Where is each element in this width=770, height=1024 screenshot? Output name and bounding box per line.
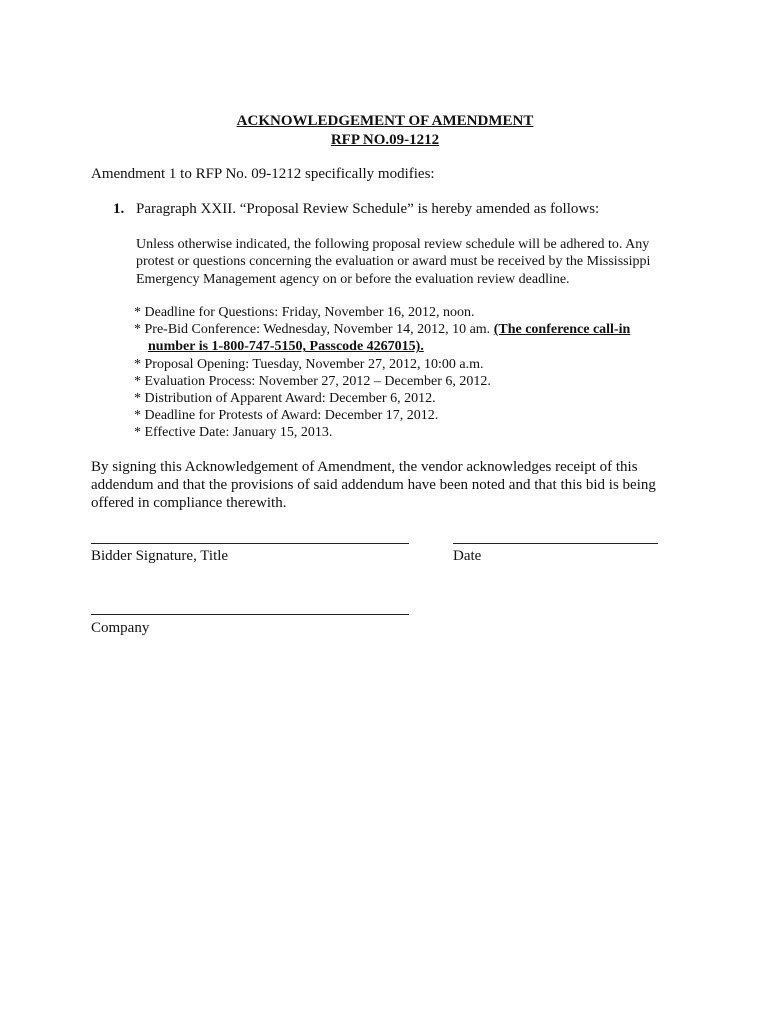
paragraph-line: Unless otherwise indicated, the following proposal review schedule will be adhered to. Any	[136, 237, 650, 252]
company-line	[91, 614, 409, 615]
company-label: Company	[91, 620, 150, 636]
schedule-item-evaluation: * Evaluation Process: November 27, 2012 – December 6, 2012.	[134, 373, 491, 389]
closing-line: addendum and that the provisions of said addendum have been noted and that this bid is being	[91, 477, 656, 493]
paragraph-line: protest or questions concerning the evaluation or award must be received by the Mississippi	[136, 254, 651, 270]
bidder-signature-line	[91, 543, 409, 544]
paragraph-line: Emergency Management agency on or before the evaluation review deadline.	[136, 271, 570, 287]
schedule-item-prebid-continued	[134, 338, 694, 355]
schedule-item-opening: * Proposal Opening: Tuesday, November 27, 2012, 10:00 a.m.	[134, 356, 484, 372]
date-label: Date	[453, 548, 482, 564]
intro-text: Amendment 1 to RFP No. 09-1212 specifically modifies:	[91, 166, 435, 182]
schedule-item-questions: * Deadline for Questions: Friday, November 16, 2012, noon.	[134, 305, 475, 320]
closing-line: offered in compliance therewith.	[91, 495, 287, 511]
date-line	[453, 543, 658, 544]
schedule-item-prebid	[134, 321, 694, 338]
document-title: ACKNOWLEDGEMENT OF AMENDMENT	[236, 113, 534, 129]
prebid-text: * Pre-Bid Conference: Wednesday, November 14, 2012, 10 am.	[134, 322, 491, 338]
prebid-call-in-note: (The conference call-in	[493, 322, 631, 338]
schedule-item-distribution: * Distribution of Apparent Award: December 6, 2012.	[134, 391, 436, 407]
rfp-number-heading: RFP NO.09-1212	[330, 132, 440, 148]
item-text: Paragraph XXII. “Proposal Review Schedule” is hereby amended as follows:	[136, 201, 600, 217]
schedule-list	[134, 304, 694, 442]
schedule-item-protests: * Deadline for Protests of Award: December 17, 2012.	[134, 408, 439, 424]
item-number: 1.	[113, 201, 125, 217]
bidder-signature-label: Bidder Signature, Title	[91, 548, 229, 564]
prebid-call-in-number: number is 1-800-747-5150, Passcode 4267015).	[148, 339, 424, 355]
closing-line: By signing this Acknowledgement of Amendment, the vendor acknowledges receipt of this	[91, 459, 638, 475]
schedule-description	[136, 236, 696, 288]
schedule-item-effective: * Effective Date: January 15, 2013.	[134, 425, 333, 441]
closing-paragraph	[91, 458, 691, 512]
